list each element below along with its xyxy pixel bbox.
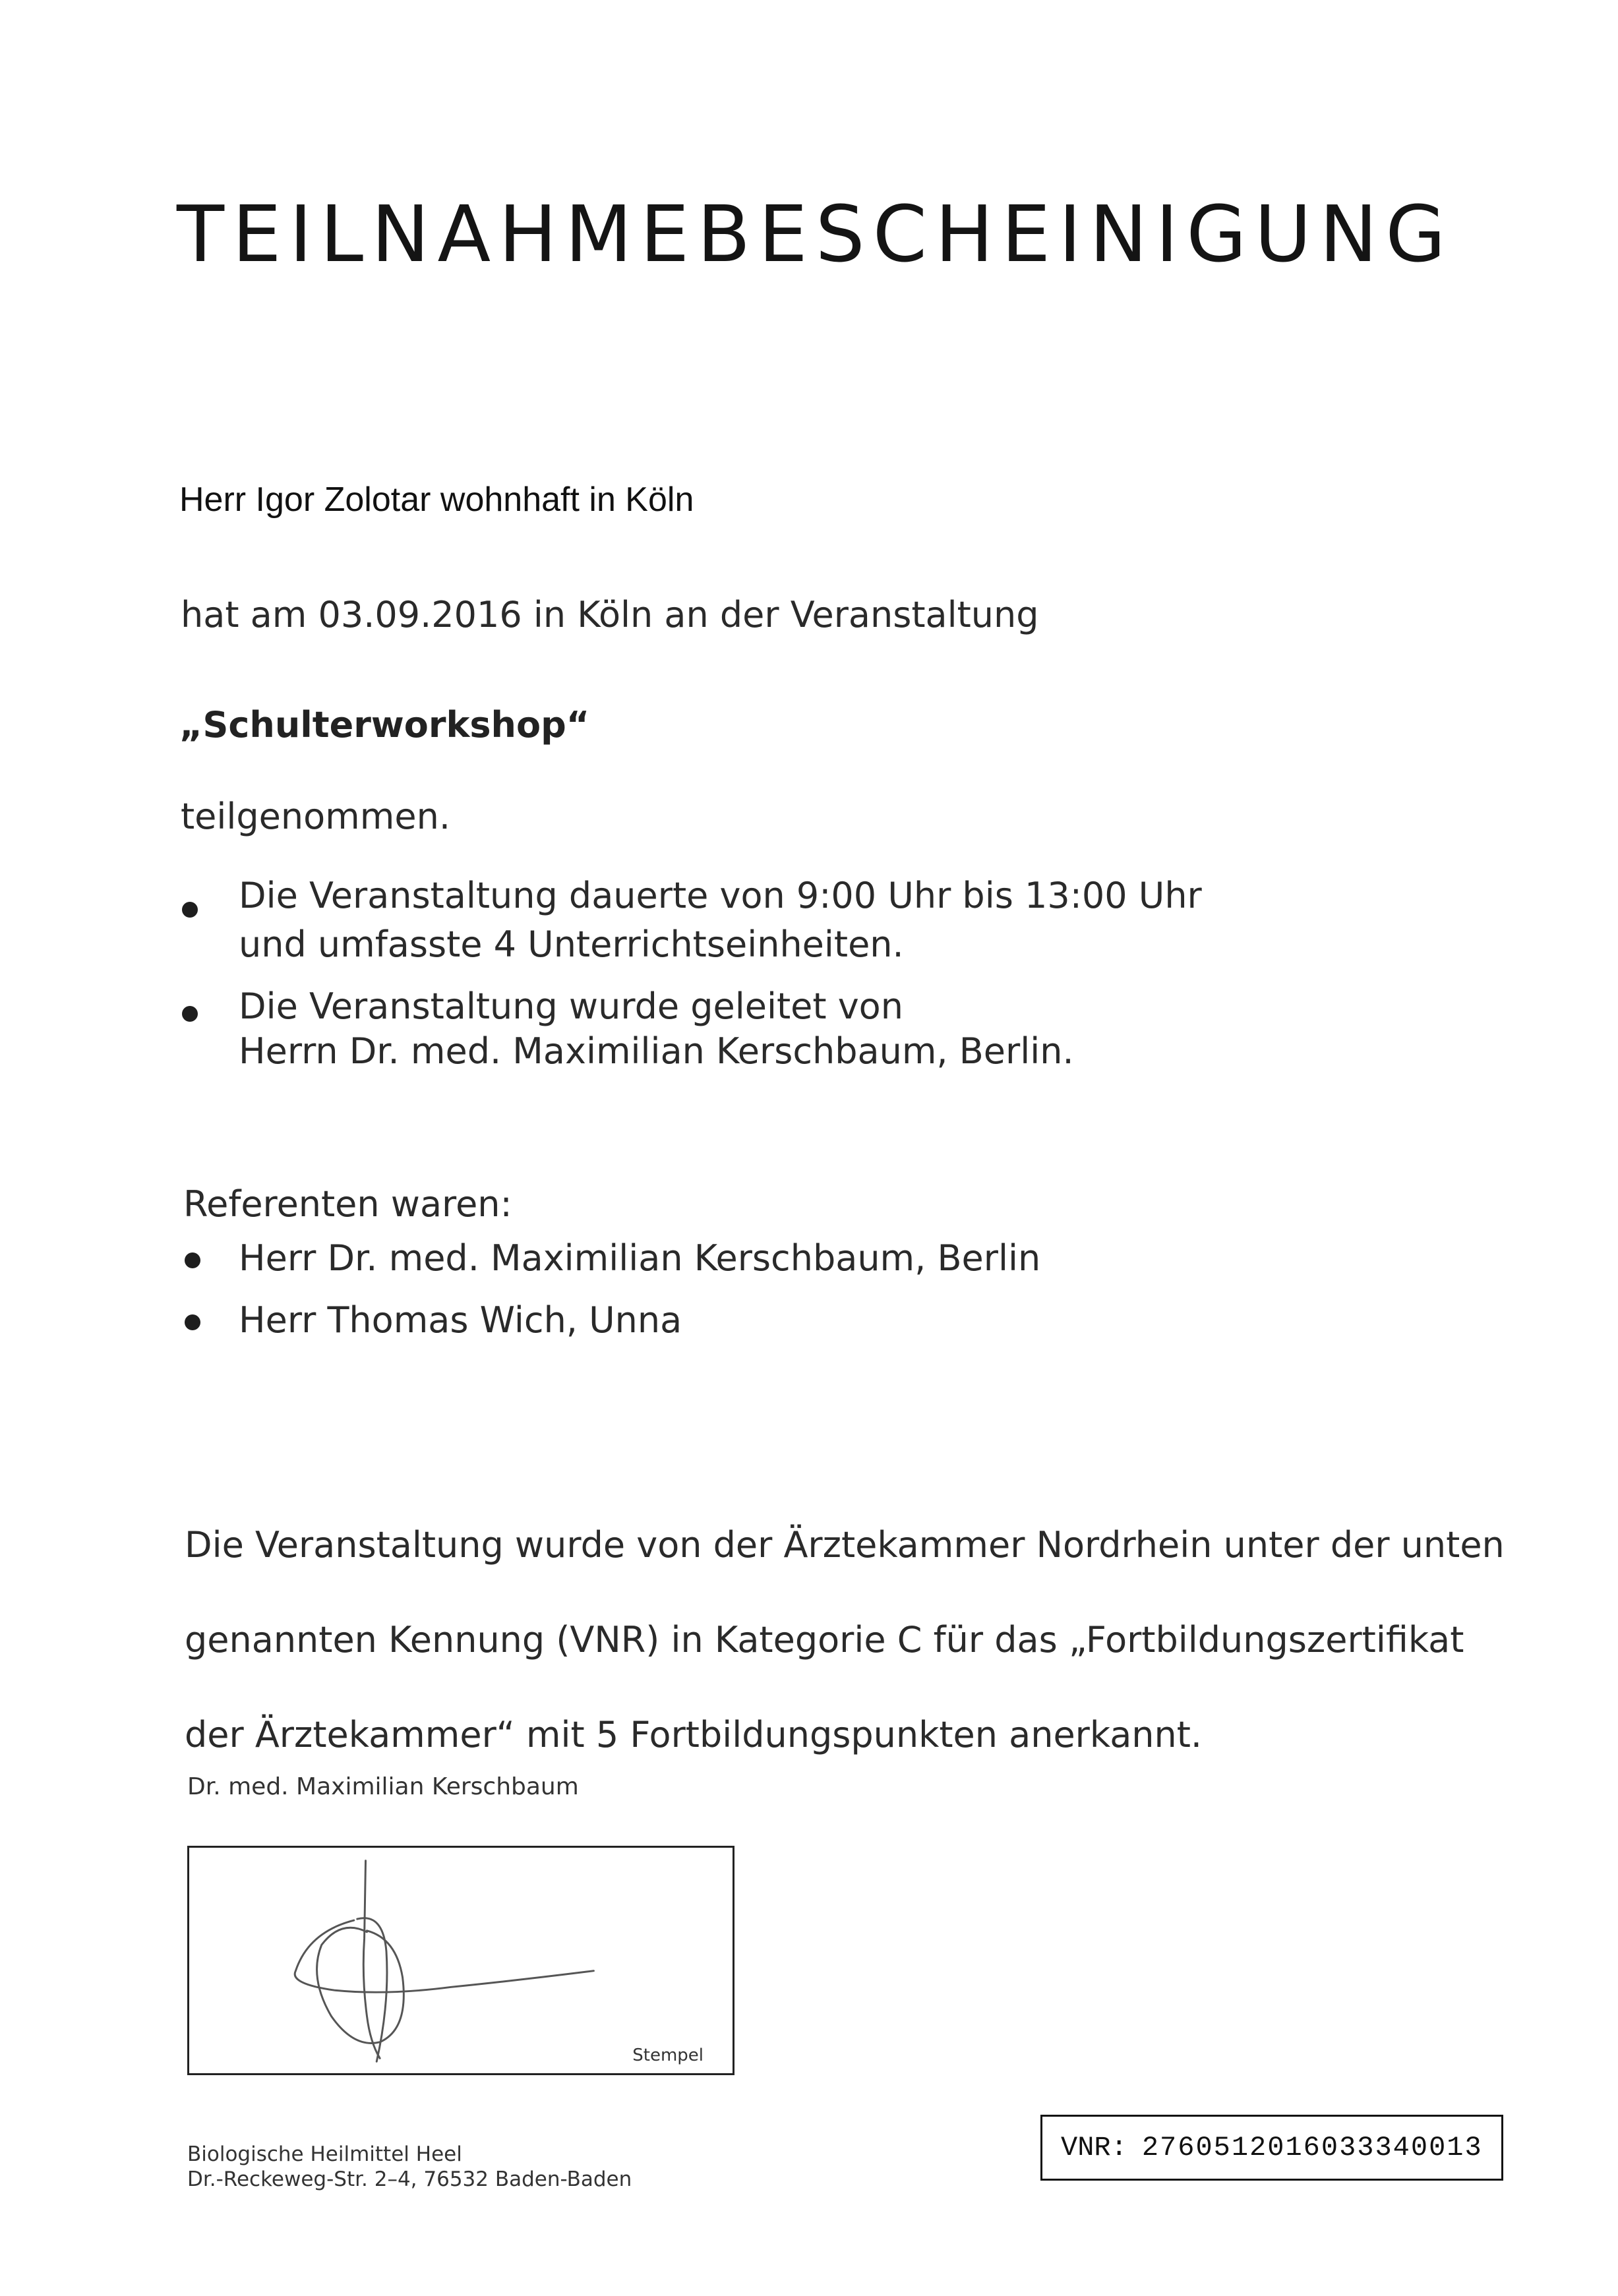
footer-address: Dr.-Reckeweg-Str. 2–4, 76532 Baden-Baden: [187, 2167, 632, 2191]
stamp-label: Stempel: [632, 2046, 704, 2065]
attendance-line: hat am 03.09.2016 in Köln an der Veranstaltung: [181, 594, 1039, 635]
speaker-name: Herr Thomas Wich, Unna: [239, 1299, 682, 1341]
bullet-icon: [182, 902, 198, 918]
recipient-line: Herr Igor Zolotar wohnhaft in Köln: [179, 481, 694, 519]
bullet-icon: [182, 1006, 198, 1022]
accreditation-line: Die Veranstaltung wurde von der Ärztekammer Nordrhein unter der unten: [185, 1524, 1505, 1566]
bullet-icon: [185, 1252, 200, 1268]
accreditation-line: genannten Kennung (VNR) in Kategorie C für das „Fortbildungszertifikat: [185, 1619, 1464, 1661]
detail-line: und umfasste 4 Unterrichtseinheiten.: [239, 924, 904, 965]
document-title: TEILNAHMEBESCHEINIGUNG: [177, 189, 1454, 280]
footer-company: Biologische Heilmittel Heel: [187, 2142, 462, 2166]
vnr-value: 2760512016033340013: [1141, 2132, 1483, 2164]
accreditation-paragraph: [185, 1474, 1505, 1806]
bullet-icon: [185, 1314, 200, 1330]
detail-line: Die Veranstaltung dauerte von 9:00 Uhr bis 13:00 Uhr: [239, 875, 1202, 916]
speakers-heading: Referenten waren:: [183, 1183, 512, 1225]
detail-line: Die Veranstaltung wurde geleitet von: [239, 986, 903, 1027]
accreditation-line: der Ärztekammer“ mit 5 Fortbildungspunkten anerkannt.: [185, 1714, 1203, 1755]
vnr-box: [1040, 2115, 1503, 2181]
signer-name: Dr. med. Maximilian Kerschbaum: [187, 1773, 579, 1800]
vnr-label: VNR:: [1061, 2132, 1127, 2164]
event-name: „Schulterworkshop“: [179, 704, 590, 746]
participated-text: teilgenommen.: [181, 796, 450, 837]
signature-icon: [189, 1848, 733, 2073]
detail-line: Herrn Dr. med. Maximilian Kerschbaum, Berlin.: [239, 1030, 1074, 1072]
signature-box: [187, 1846, 734, 2075]
speaker-name: Herr Dr. med. Maximilian Kerschbaum, Berlin: [239, 1237, 1041, 1279]
